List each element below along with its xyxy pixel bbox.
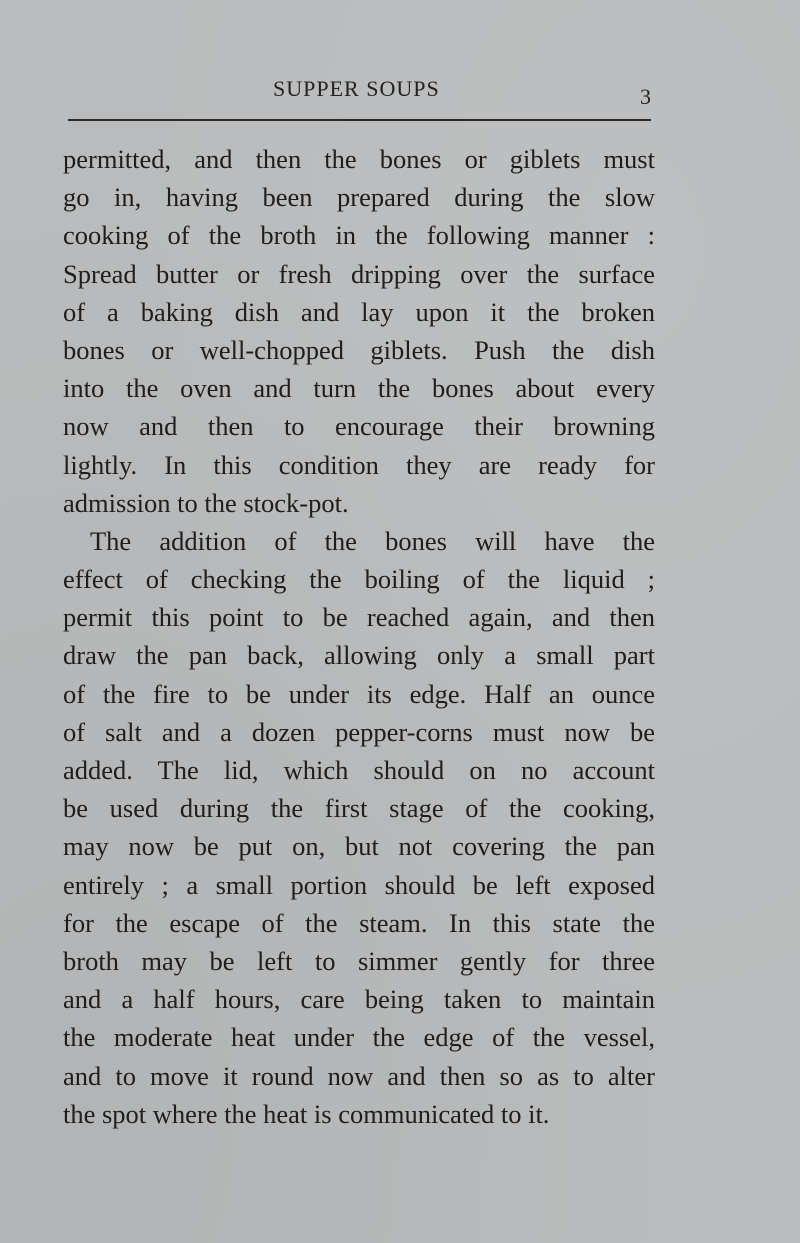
text-line: and to move it round now and then so as to alter: [63, 1060, 655, 1091]
text-line: of salt and a dozen pepper-corns must now be: [63, 716, 655, 747]
text-line: permit this point to be reached again, and then: [63, 602, 655, 633]
text-line: now and then to encourage their browning: [63, 411, 655, 442]
text-line: entirely ; a small portion should be left exposed: [63, 869, 655, 900]
text-line: for the escape of the steam. In this state the: [63, 907, 655, 938]
text-line: of the fire to be under its edge. Half an ounce: [63, 678, 655, 709]
text-line: permitted, and then the bones or giblets must: [63, 144, 655, 174]
text-line: broth may be left to simmer gently for three: [63, 945, 655, 976]
text-line-paragraph-end: admission to the stock-pot.: [63, 487, 349, 518]
text-line: bones or well-chopped giblets. Push the dish: [63, 334, 655, 365]
text-line: added. The lid, which should on no account: [63, 755, 655, 785]
text-line: may now be put on, but not covering the pan: [63, 831, 655, 862]
text-line: and a half hours, care being taken to maintain: [63, 984, 655, 1015]
text-line: into the oven and turn the bones about every: [63, 373, 655, 404]
text-line: effect of checking the boiling of the liquid ;: [63, 564, 655, 595]
page-number: 3: [640, 84, 651, 109]
text-line: be used during the first stage of the cooking,: [63, 793, 655, 824]
text-line: draw the pan back, allowing only a small part: [63, 640, 655, 671]
text-line: of a baking dish and lay upon it the broken: [63, 296, 655, 327]
running-head: [68, 70, 651, 110]
text-line: the moderate heat under the edge of the vessel,: [63, 1022, 655, 1053]
running-title: SUPPER SOUPS: [273, 76, 440, 101]
text-line: lightly. In this condition they are ready for: [63, 449, 655, 480]
text-line: cooking of the broth in the following manner :: [63, 220, 655, 251]
text-line-paragraph-start: The addition of the bones will have the: [90, 525, 655, 556]
body-text: [63, 140, 655, 1133]
text-line: go in, having been prepared during the slow: [63, 182, 655, 213]
text-line: Spread butter or fresh dripping over the surface: [63, 258, 655, 289]
text-line-paragraph-end: the spot where the heat is communicated to it.: [63, 1098, 550, 1129]
header-rule: [68, 119, 651, 121]
